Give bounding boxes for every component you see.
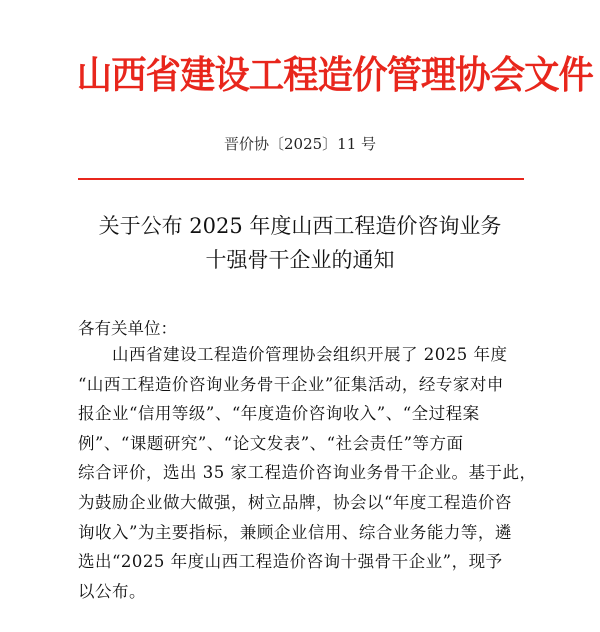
body-line: 选出“2025 年度山西工程造价咨询十强骨干企业”，现予: [78, 552, 503, 572]
body-line: 报企业“信用等级”、“年度造价咨询收入”、“全过程案: [78, 404, 480, 424]
notice-title-line-2: 十强骨干企业的通知: [205, 248, 395, 272]
red-divider-line: [78, 178, 524, 180]
body-line: 为鼓励企业做大做强，树立品牌，协会以“年度工程造价咨: [78, 492, 512, 512]
body-line: 例”、“课题研究”、“论文发表”、“社会责任”等方面: [78, 433, 464, 453]
body-line: 综合评价，选出 35 家工程造价咨询业务骨干企业。基于此，: [78, 463, 537, 483]
body-paragraph: [78, 340, 537, 606]
org-header-title: 山西省建设工程造价管理协会文件: [76, 53, 593, 97]
body-line: 询收入”为主要指标，兼顾企业信用、综合业务能力等，遴: [78, 522, 512, 542]
notice-title-line-1: 关于公布 2025 年度山西工程造价咨询业务: [98, 214, 502, 238]
document-number: 晋价协〔2025〕11 号: [223, 135, 377, 153]
body-line: “山西工程造价咨询业务骨干企业”征集活动，经专家对申: [78, 374, 504, 394]
salutation: 各有关单位：: [78, 319, 177, 338]
body-line: 山西省建设工程造价管理协会组织开展了 2025 年度: [112, 345, 508, 364]
body-line: 以公布。: [78, 581, 146, 601]
